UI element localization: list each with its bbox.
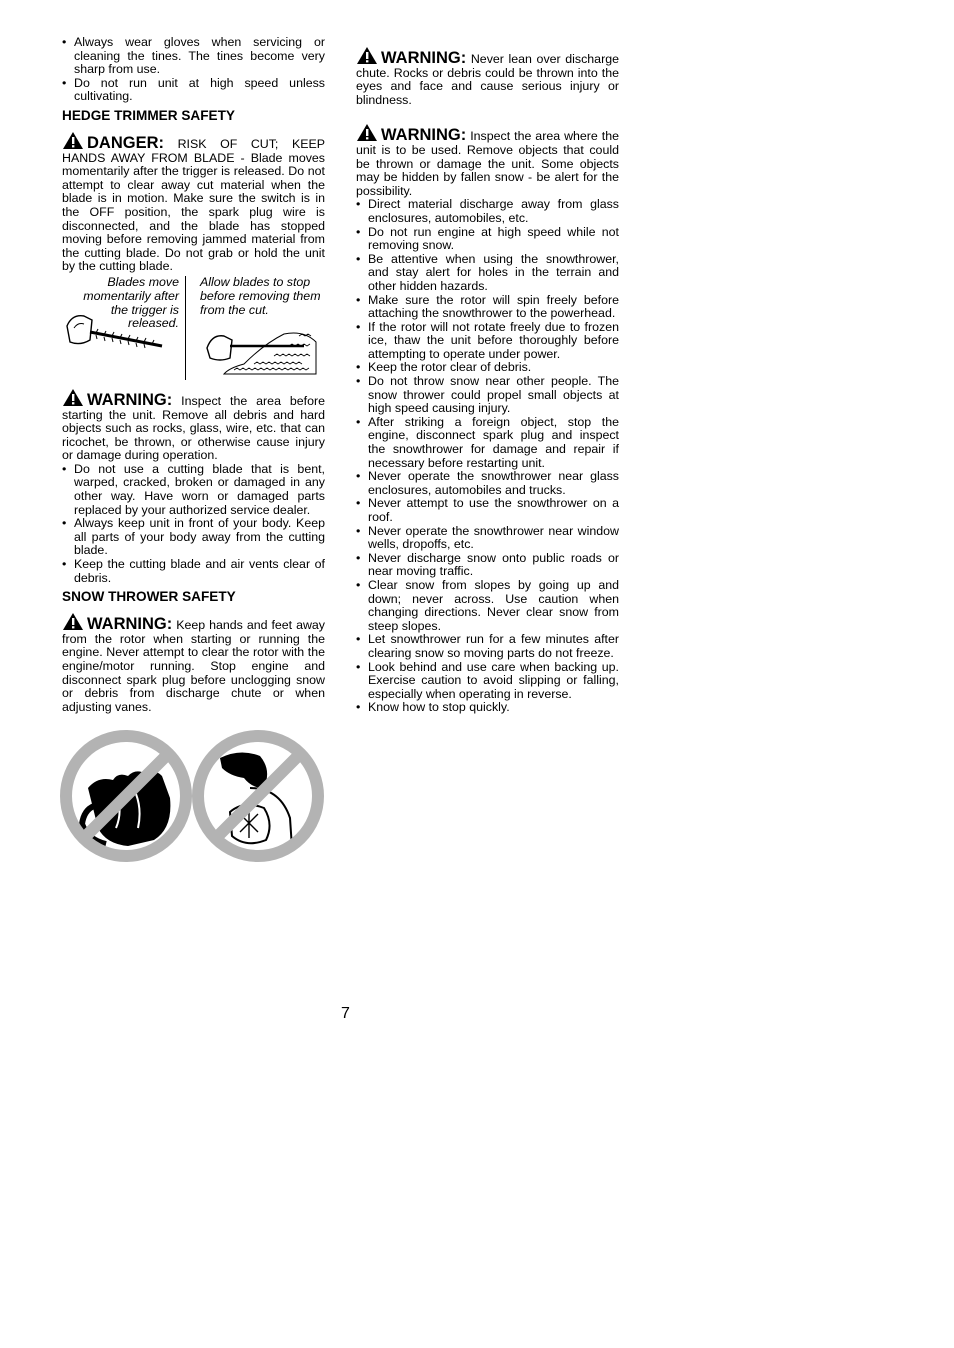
warning-triangle-icon xyxy=(62,612,84,631)
no-face-over-chute-icon xyxy=(190,728,326,864)
page-number: 7 xyxy=(341,1005,350,1022)
list-item: • Look behind and use care when backing up. Exercise caution to avoid slipping or falling, especially when operating in reverse. xyxy=(356,661,619,702)
list-item: • Always keep unit in front of your body. Keep all parts of your body away from the cutting blade. xyxy=(62,517,325,558)
danger-label: DANGER: xyxy=(87,133,164,152)
hedge-trimmer-illustration xyxy=(62,306,172,356)
figure-left xyxy=(62,276,186,380)
list-item: • Always wear gloves when servicing or cleaning the tines. The tines become very sharp from use. xyxy=(62,36,325,77)
warning-triangle-icon xyxy=(62,388,84,407)
list-item: • Direct material discharge away from glass enclosures, automobiles, etc. xyxy=(356,198,619,225)
warning-triangle-icon xyxy=(356,123,378,142)
warning-label: WARNING: xyxy=(87,390,173,409)
warning-triangle-icon xyxy=(62,131,84,150)
warning-text: Inspect the area where the unit is to be used. Remove objects that could be thrown or damage the unit. Some objects may be hidden by fallen snow - be alert for the possibility. xyxy=(356,129,619,198)
list-item: • Make sure the rotor will spin freely before attaching the snowthrower to the powerhead. xyxy=(356,294,619,321)
list-item: • Let snowthrower run for a few minutes after clearing snow so moving parts do not freeze. xyxy=(356,633,619,660)
list-item: • Keep the rotor clear of debris. xyxy=(356,361,619,375)
caption-allow-blades-stop: Allow blades to stop before removing them from the cut. xyxy=(200,274,321,317)
hedge-bullet-list xyxy=(62,463,325,585)
hedge-figure-row xyxy=(62,276,325,380)
list-item: • Do not run unit at high speed unless cultivating. xyxy=(62,77,325,104)
snow-thrower-heading: SNOW THROWER SAFETY xyxy=(62,589,236,605)
warning-label: WARNING: xyxy=(87,615,173,634)
hedge-cutting-illustration xyxy=(204,324,319,376)
danger-text: RISK OF CUT; KEEP HANDS AWAY FROM BLADE - Blade moves momentarily after the trigger is released. Do not attempt to clear away cut material when the blade is in motion. Make sure the switch is in the OFF position, the spark plug wire is disconnected, and the blade has stopped moving before removing jammed material from the cutting blade. Do not grab or hold the unit by the cutting blade. xyxy=(62,136,325,274)
list-item: • Know how to stop quickly. xyxy=(356,701,619,715)
danger-paragraph xyxy=(62,131,325,274)
prohibition-pictograms xyxy=(62,728,325,868)
snowthrower-bullet-list xyxy=(356,198,619,715)
left-column xyxy=(62,36,325,868)
right-column xyxy=(356,46,619,715)
list-item: • Do not run engine at high speed while not removing snow. xyxy=(356,226,619,253)
warning-label: WARNING: xyxy=(381,49,467,67)
warning-text: Never lean over discharge chute. Rocks or debris could be thrown into the eyes and face and cause serious injury or blindness. xyxy=(356,52,619,107)
intro-bullet-list xyxy=(62,36,325,104)
inspect-area-warning-paragraph xyxy=(356,123,619,198)
list-item: • Clear snow from slopes by going up and down; never across. Use caution when changing directions. Never clear snow from steep slopes. xyxy=(356,579,619,633)
list-item: • Be attentive when using the snowthrower, and stay alert for holes in the terrain and other hidden hazards. xyxy=(356,253,619,294)
list-item: • If the rotor will not rotate freely due to frozen ice, thaw the unit before thoroughly before attempting to operate under power. xyxy=(356,321,619,362)
hedge-warning-paragraph xyxy=(62,388,325,463)
list-item: • Do not throw snow near other people. The snow thrower could propel small objects at high speed causing injury. xyxy=(356,375,619,416)
list-item: • Never discharge snow onto public roads or near moving traffic. xyxy=(356,552,619,579)
hedge-trimmer-heading: HEDGE TRIMMER SAFETY xyxy=(62,107,235,123)
no-hands-prohibition-icon xyxy=(58,728,194,864)
chute-warning-paragraph xyxy=(356,46,619,107)
snow-warning-paragraph xyxy=(62,612,325,714)
list-item: • Never attempt to use the snowthrower on a roof. xyxy=(356,497,619,524)
warning-label: WARNING: xyxy=(381,126,467,145)
list-item: • Keep the cutting blade and air vents clear of debris. xyxy=(62,558,325,585)
warning-triangle-icon xyxy=(356,46,378,65)
caption-blades-move: Blades move momentarily after the trigger is released. xyxy=(83,274,179,331)
figure-right xyxy=(186,276,325,380)
warning-text: Keep hands and feet away from the rotor when starting or running the engine. Never attempt to clear the rotor with the engine/motor running. Stop engine and disconnect spark plug before unclogging snow or debris from discharge chute or when adjusting vanes. xyxy=(62,618,326,714)
list-item: • After striking a foreign object, stop the engine, disconnect spark plug and inspect the snowthrower for damage and repair if necessary before restarting unit. xyxy=(356,416,619,470)
list-item: • Never operate the snowthrower near window wells, dropoffs, etc. xyxy=(356,525,619,552)
list-item: • Never operate the snowthrower near glass enclosures, automobiles and trucks. xyxy=(356,470,619,497)
warning-text: Inspect the area before starting the unit. Remove all debris and hard objects such as rocks, glass, wire, etc. that can ricochet, be thrown, or otherwise cause injury or damage during operation. xyxy=(62,393,326,463)
list-item: • Do not use a cutting blade that is bent, warped, cracked, broken or damaged in any other way. Have worn or damaged parts replaced by your authorized service dealer. xyxy=(62,463,325,517)
